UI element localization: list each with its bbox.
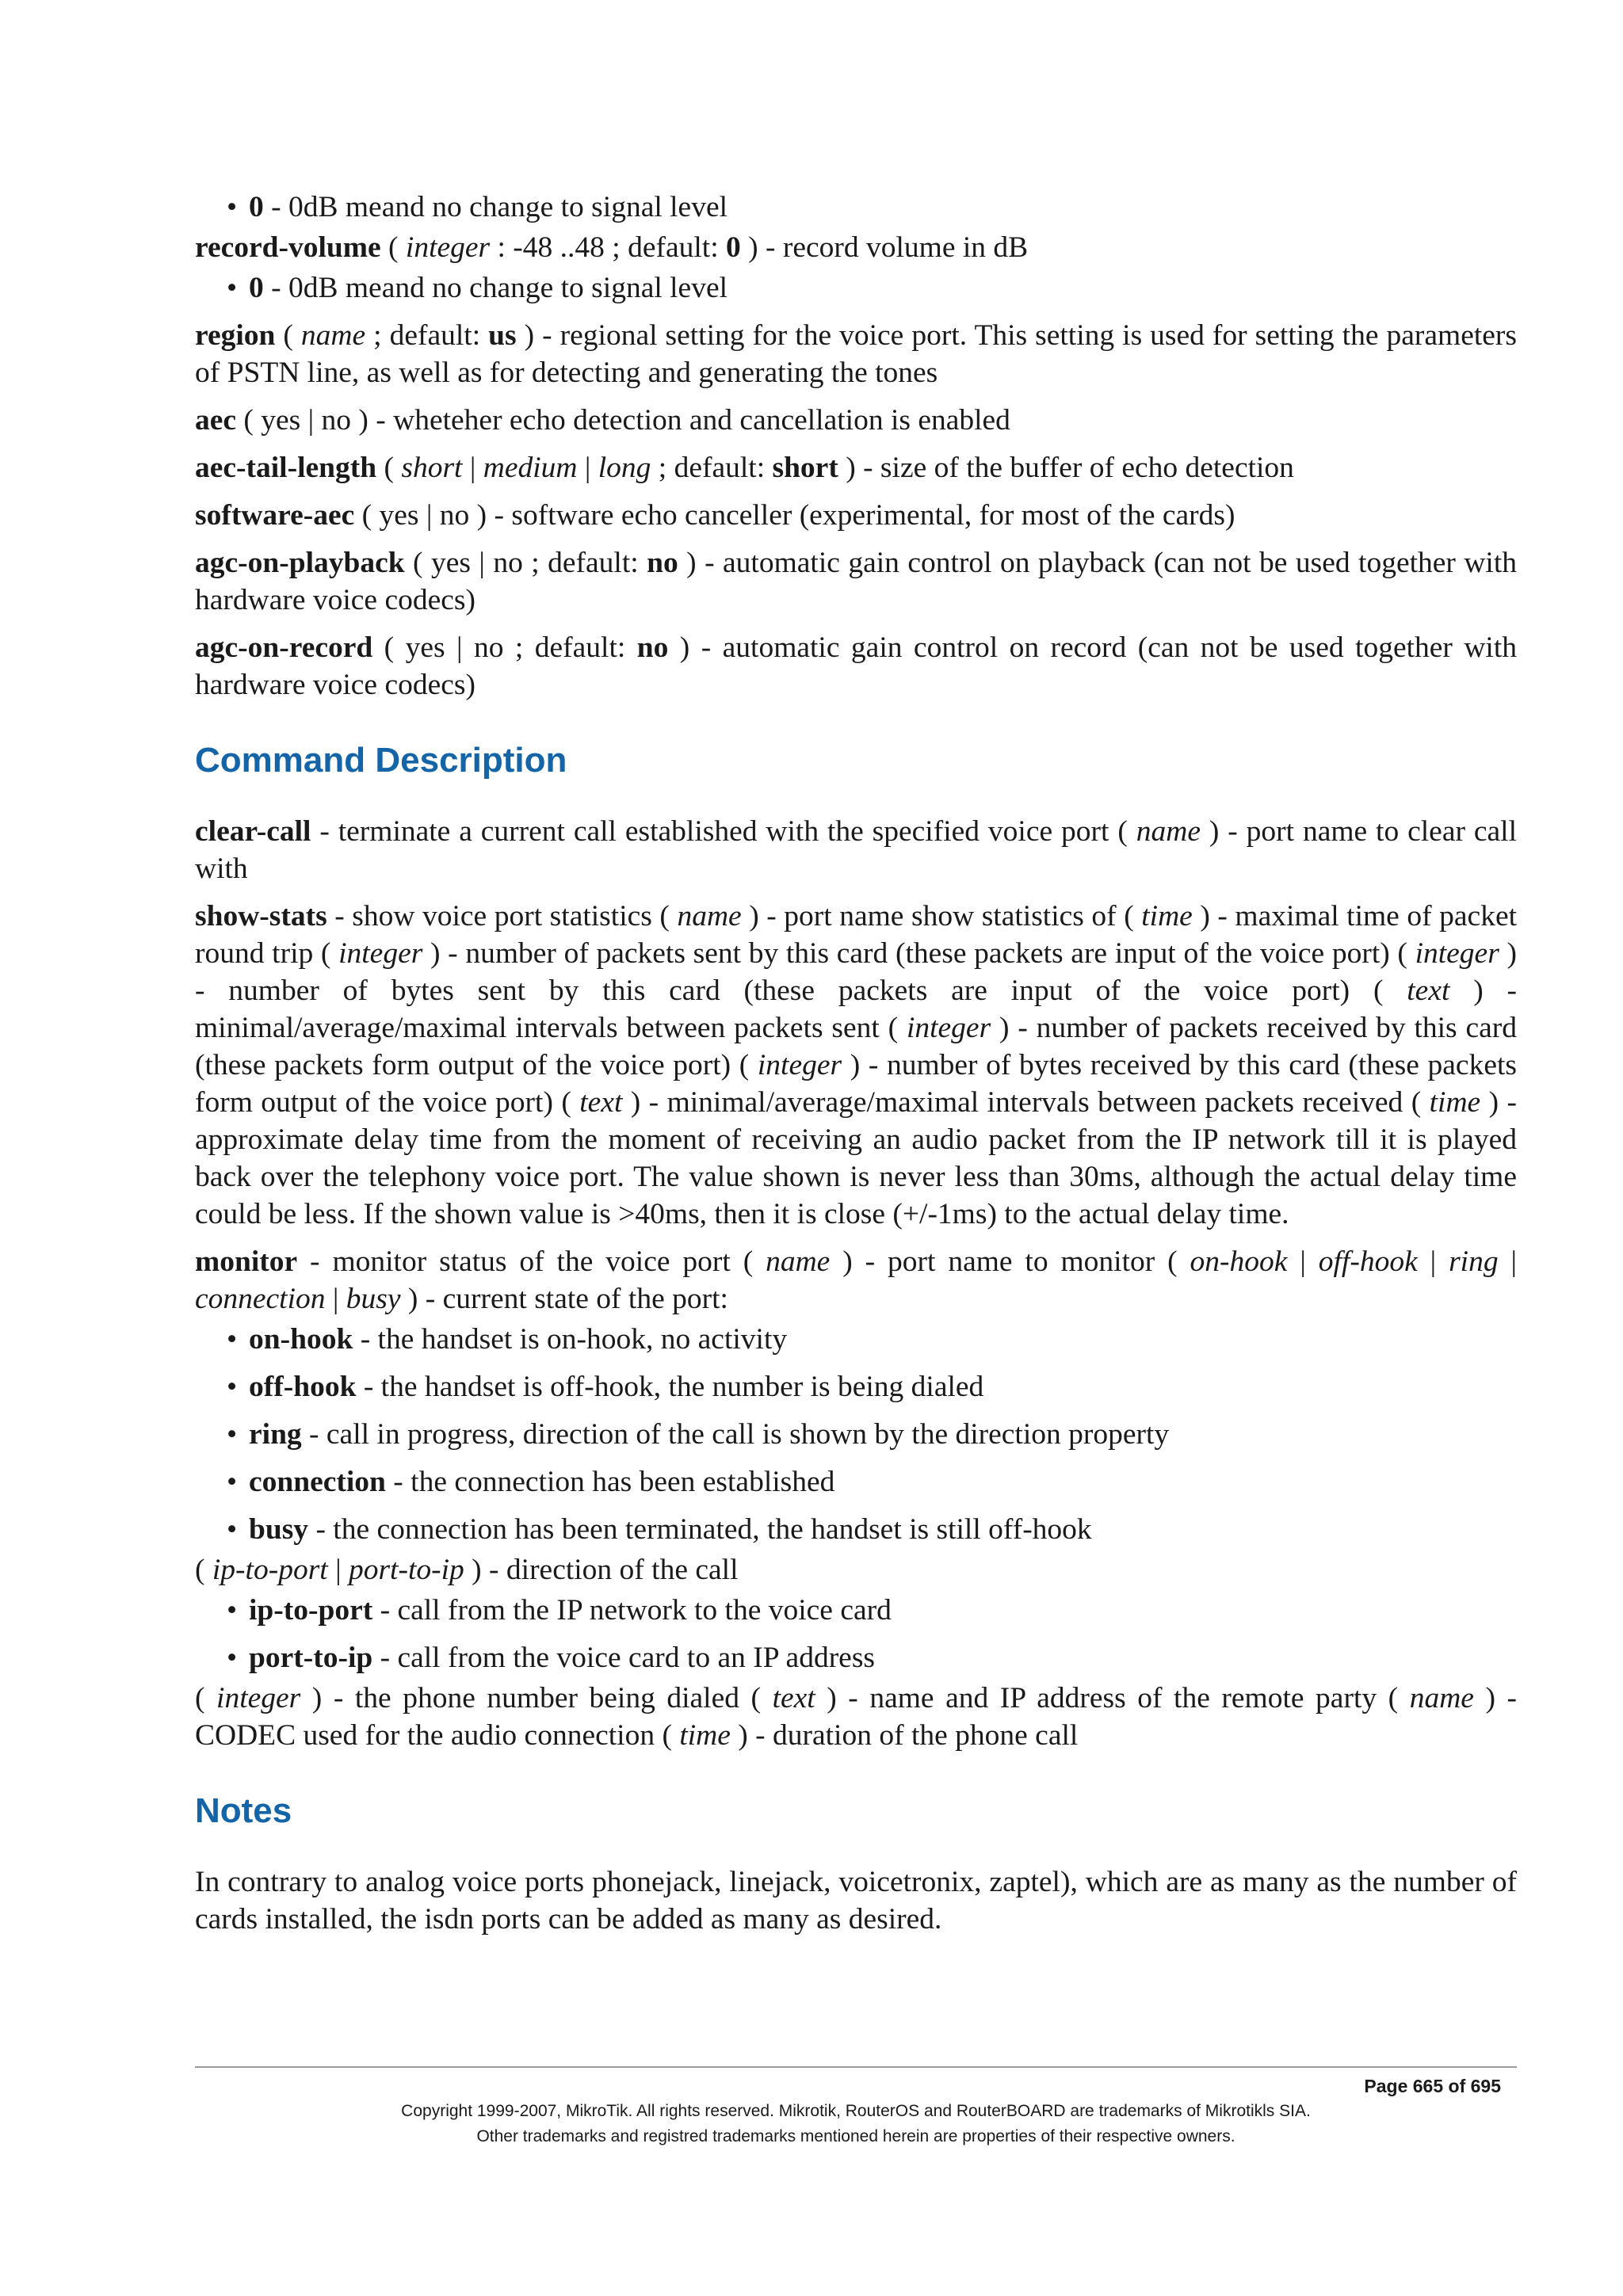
list-item: • ring - call in progress, direction of the call is shown by the direction property: [227, 1418, 1170, 1451]
property-aec-tail-length: aec-tail-length ( short | medium | long ; default: short ) - size of the buffer of echo detection: [195, 452, 1294, 484]
monitor-call-details: ( integer ) - the phone number being dialed ( text ) - name and IP address of the remote party ( name ) - CODEC used for the audio connection ( time ) - duration of the phone call: [195, 1682, 1517, 1752]
page-footer: [195, 2066, 1517, 2148]
property-aec: aec ( yes | no ) - wheteher echo detection and cancellation is enabled: [195, 404, 1010, 437]
list-item: • 0 - 0dB meand no change to signal level: [227, 191, 728, 223]
copyright-line-1: Copyright 1999-2007, MikroTik. All rights reserved. Mikrotik, RouterOS and RouterBOARD are trademarks of Mikrotikls SIA.: [401, 2102, 1311, 2120]
list-item: • busy - the connection has been terminated, the handset is still off-hook: [227, 1513, 1092, 1546]
term: 0: [249, 191, 264, 223]
command-clear-call: clear-call - terminate a current call established with the specified voice port ( name ) - port name to clear call with: [195, 815, 1517, 885]
monitor-direction: ( ip-to-port | port-to-ip ) - direction of the call: [195, 1554, 739, 1586]
list-item: • connection - the connection has been established: [227, 1466, 835, 1498]
list-item: • on-hook - the handset is on-hook, no activity: [227, 1323, 788, 1356]
property-agc-on-record: agc-on-record ( yes | no ; default: no ) - automatic gain control on record (can not be used together with hardware voice codecs): [195, 631, 1518, 701]
command-monitor: monitor - monitor status of the voice port ( name ) - port name to monitor ( on-hook | off-hook | ring | connection | busy ) - current state of the port:: [195, 1245, 1518, 1315]
list-item: • ip-to-port - call from the IP network to the voice card: [227, 1594, 892, 1627]
property-record-volume: record-volume ( integer : -48 ..48 ; default: 0 ) - record volume in dB: [195, 231, 1029, 264]
list-item: • 0 - 0dB meand no change to signal level: [227, 272, 728, 304]
section-heading-notes: Notes: [195, 1791, 292, 1830]
list-item: • off-hook - the handset is off-hook, the number is being dialed: [227, 1371, 984, 1403]
list-item: • port-to-ip - call from the voice card to an IP address: [227, 1642, 876, 1674]
property-agc-on-playback: agc-on-playback ( yes | no ; default: no ) - automatic gain control on playback (can not be used together with hardware voice codecs): [195, 547, 1518, 616]
command-show-stats: show-stats - show voice port statistics ( name ) - port name show statistics of ( time ) - maximal time of packet round trip ( integer ) - number of packets sent by this card (these packets are input of the voice port) ( integer ) - number of bytes sent by this card (these packets are input of the voice port) ( text ) - minimal/average/maximal intervals between packets sent ( integer ) - number of packets received by this card (these packets form output of the voice port) ( integer ) - number of bytes received by this card (these packets form output of the voice port) ( text ) - minimal/average/maximal intervals between packets received ( time ) - approximate delay time from the moment of receiving an audio packet from the IP network till it is played back over the telephony voice port. The value shown is never less than 30ms, although the actual delay time could be less. If the shown value is >40ms, then it is close (+/-1ms) to the actual delay time.: [195, 900, 1518, 1230]
property-region: region ( name ; default: us ) - regional setting for the voice port. This setting is used for setting the parameters of PSTN line, as well as for detecting and generating the tones: [195, 319, 1517, 389]
section-heading-command-description: Command Description: [195, 741, 567, 780]
copyright-line-2: Other trademarks and registred trademarks mentioned herein are properties of their respective owners.: [476, 2127, 1235, 2145]
page-content: [195, 189, 1517, 1948]
notes-text: In contrary to analog voice ports phonejack, linejack, voicetronix, zaptel), which are as many as the number of cards installed, the isdn ports can be added as many as desired.: [195, 1866, 1517, 1936]
page-number: Page 665 of 695: [1364, 2076, 1501, 2096]
property-software-aec: software-aec ( yes | no ) - software echo canceller (experimental, for most of the cards): [195, 499, 1235, 532]
